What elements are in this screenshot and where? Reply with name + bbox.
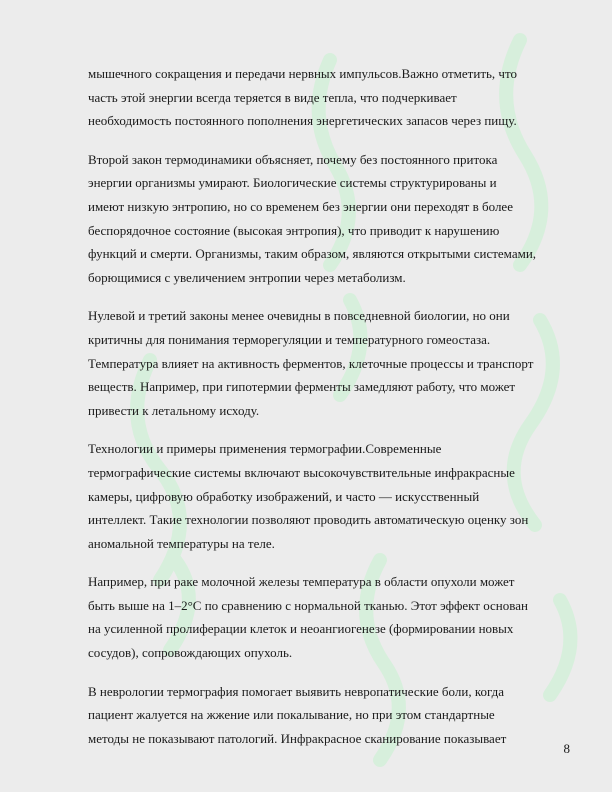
paragraph-3 (88, 304, 570, 422)
paragraph-1 (88, 62, 570, 133)
text-line: В неврологии термография помогает выявить невропатические боли, когда (88, 683, 505, 699)
text-line: имеют низкую энтропию, но со временем без энергии они переходят в более (88, 198, 513, 214)
text-line: камеры, цифровую обработку изображений, и часто — искусственный (88, 488, 480, 504)
text-line: Технологии и примеры применения термографии.Современные (88, 441, 442, 457)
paragraph-4 (88, 437, 570, 555)
text-line: критичны для понимания терморегуляции и температурного гомеостаза. (88, 331, 491, 347)
text-line: на усиленной пролиферации клеток и неоангиогенезе (формировании новых (88, 621, 514, 637)
text-line: функций и смерти. Организмы, таким образом, являются открытыми системами, (88, 246, 537, 262)
document-body (88, 62, 570, 765)
text-line: Температура влияет на активность ферментов, клеточные процессы и транспорт (88, 355, 534, 371)
text-line: Например, при раке молочной железы температура в области опухоли может (88, 574, 515, 590)
paragraph-2 (88, 148, 570, 290)
text-line: необходимость постоянного пополнения энергетических запасов через пищу. (88, 113, 517, 129)
text-line: привести к летальному исходу. (88, 402, 260, 418)
text-line: методы не показывают патологий. Инфракрасное сканирование показывает (88, 730, 507, 746)
text-line: термографические системы включают высокочувствительные инфракрасные (88, 464, 515, 480)
text-line: веществ. Например, при гипотермии ферменты замедляют работу, что может (88, 379, 516, 395)
text-line: быть выше на 1–2°C по сравнению с нормальной тканью. Этот эффект основан (88, 597, 528, 613)
text-line: интеллект. Такие технологии позволяют проводить автоматическую оценку зон (88, 512, 529, 528)
page-number: 8 (563, 741, 570, 756)
text-line: Второй закон термодинамики объясняет, почему без постоянного притока (88, 151, 498, 167)
text-line: сосудов), сопровождающих опухоль. (88, 645, 293, 661)
text-line: аномальной температуры на теле. (88, 535, 275, 551)
text-line: Нулевой и третий законы менее очевидны в повседневной биологии, но они (88, 308, 510, 324)
text-line: беспорядочное состояние (высокая энтропия), что приводит к нарушению (88, 222, 500, 238)
text-line: мышечного сокращения и передачи нервных импульсов.Важно отметить, что (88, 66, 517, 81)
text-line: часть этой энергии всегда теряется в виде тепла, что подчеркивает (88, 89, 457, 105)
text-line: пациент жалуется на жжение или покалывание, но при этом стандартные (88, 707, 495, 723)
text-line: энергии организмы умирают. Биологические системы структурированы и (88, 175, 497, 191)
paragraph-6 (88, 680, 570, 751)
paragraph-5 (88, 570, 570, 664)
text-line: борющимися с увеличением энтропии через метаболизм. (88, 269, 406, 285)
